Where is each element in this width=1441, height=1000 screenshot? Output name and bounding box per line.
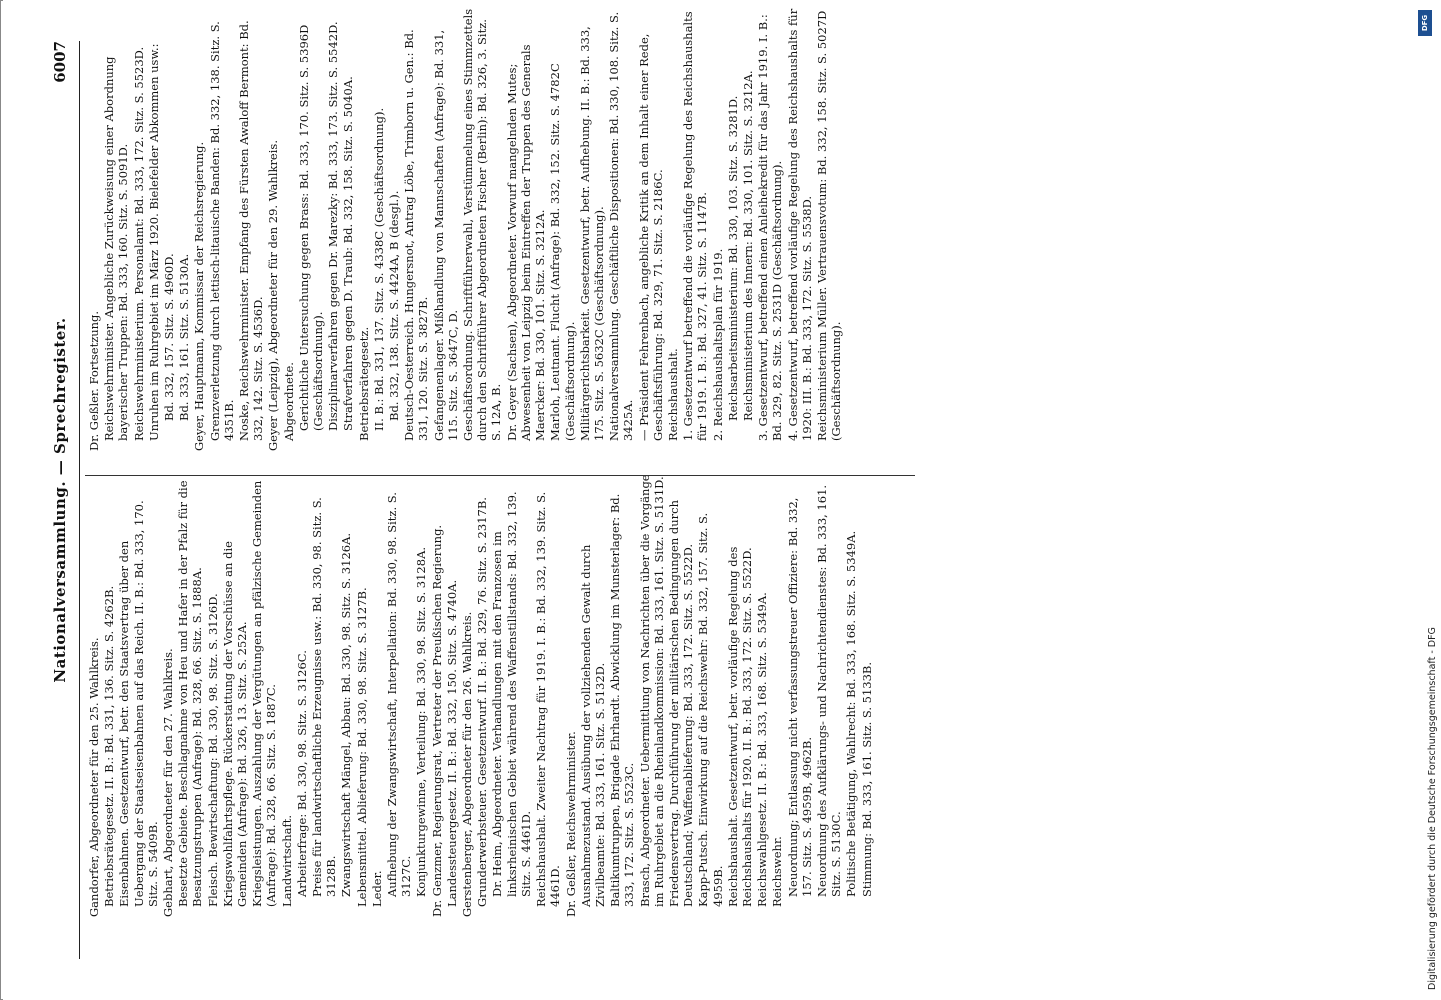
index-subentry: Gerichtliche Untersuchung gegen Brass: Bd. 333, 170. Sitz. S. 5396D (Geschäftsordnung). <box>296 24 326 431</box>
header-rule <box>79 41 80 959</box>
index-entry: Grunderwerbsteuer. Gesetzentwurf. II. B.: Bd. 329, 76. Sitz. S. 2317B. <box>475 497 490 907</box>
index-entry: Betriebsrätegesetz. II. B.: Bd. 331, 136. Sitz. S. 4262B. <box>102 585 117 907</box>
index-entry: Landessteuergesetz. II. B.: Bd. 332, 150. Sitz. S. 4740A. <box>444 579 459 907</box>
index-subentry: Arbeiterfrage: Bd. 330, 98. Sitz. S. 3126C. <box>294 650 309 897</box>
page-number: 6007 <box>51 41 69 83</box>
entry-heading: Geyer, Hauptmann, Kommissar der Reichsregierung. <box>192 141 207 451</box>
index-entry: Reichshaushalt. Gesetzentwurf, betr. vorläufige Regelung des Reichshaushalts für 1920. II. B.: Bd. 333, 172. Sitz. S. 5522D. <box>725 546 754 907</box>
index-subentry: Aufhebung der Zwangswirtschaft, Interpellation: Bd. 330, 98. Sitz. S. 3127C. <box>385 492 414 897</box>
index-entry: Marloh, Leutnant. Flucht (Anfrage): Bd. 332, 152. Sitz. S. 4782C (Geschäftsordnung). <box>548 63 577 441</box>
index-subentry: Reichsministerium des Innern: Bd. 330, 101. Sitz. S. 3212A. <box>740 70 755 421</box>
index-subentry: Dr. Heim, Abgeordneter. Verhandlungen mit den Franzosen im linksrheinischen Gebiet während des Waffenstillstands: Bd. 332, 139. Sitz. S. 4461D. <box>490 491 533 897</box>
index-subentry: Strafverfahren gegen D. Traub: Bd. 332, 158. Sitz. S. 5040A. <box>341 76 356 431</box>
index-subentry: Stimmung: Bd. 333, 161. Sitz. S. 5133B. <box>859 661 874 897</box>
digitization-note-text: Digitalisierung gefördert durch die Deutsche Forschungsgemeinschaft - DFG <box>1427 627 1438 990</box>
entry-heading: Gebhart, Abgeordneter für den 27. Wahlkreis. <box>161 648 176 917</box>
index-entry: 1. Gesetzentwurf betreffend die vorläufige Regelung des Reichshaushalts für 1919. I. B.: Bd. 327, 41. Sitz. S. 1147B. <box>681 11 710 441</box>
index-subentry: Bd. 332, 138. Sitz. S. 4424A, B (desgl.). <box>387 190 402 421</box>
index-entry: Lebensmittel. Ablieferung: Bd. 330, 98. Sitz. S. 3127B. <box>354 587 369 907</box>
index-entry: Reichswehr. <box>770 836 785 907</box>
index-entry: Dr. Geyer (Sachsen), Abgeordneter. Vorwurf mangelnden Mutes; Abwesenheit von Leipzig beim Eintreffen der Truppen des Generals Maercker: Bd. 330, 101. Sitz. S. 3212A. <box>504 44 548 441</box>
index-subentry: II. B.: Bd. 331, 137. Sitz. S. 4338C (Geschäftsordnung). <box>371 107 386 431</box>
index-entry: Reichswahlgesetz. II. B.: Bd. 333, 168. Sitz. S. 5349A. <box>755 592 770 907</box>
index-entry: Landwirtschaft. <box>279 814 294 907</box>
index-entry: Unruhen im Ruhrgebiet im März 1920. Bielefelder Abkommen usw.: <box>146 43 161 441</box>
index-entry: Brasch, Abgeordneter. Uebermittlung von Nachrichten über die Vorgänge im Ruhrgebiet an die Rheinlandkommission: Bd. 333, 161. Sitz. S. 5131D. <box>637 474 666 907</box>
index-entry: Besetzte Gebiete. Beschlagnahme von Heu und Hafer in der Pfalz für die Besatzungstruppen (Anfrage): Bd. 328, 66. Sitz. S. 1888A. <box>176 480 205 907</box>
index-entry: Militärgerichtsbarkeit. Gesetzentwurf, betr. Aufhebung. II. B.: Bd. 333, 175. Sitz. S. 5632C (Geschäftsordnung). <box>577 26 606 441</box>
index-entry: Leder. <box>369 870 384 907</box>
index-entry: Reichshaushalt. <box>665 348 680 441</box>
index-entry: Grenzverletzung durch lettisch-litauische Banden: Bd. 332, 138. Sitz. S. 4351B. <box>207 21 236 441</box>
index-entry: Gefangenenlager. Mißhandlung von Mannschaften (Anfrage): Bd. 331, 115. Sitz. S. 3647C, D. <box>431 29 460 441</box>
index-entry: Kriegsleistungen. Auszahlung der Vergütungen an pfälzische Gemeinden (Anfrage): Bd. 328, 66. Sitz. S. 1887C. <box>250 480 279 907</box>
index-entry: Deutsch-Oesterreich. Hungersnot, Antrag Löbe, Trimborn u. Gen.: Bd. 331, 120. Sitz. S. 3827B. <box>402 29 431 441</box>
index-subentry: Zwangswirtschaft Mängel, Abbau: Bd. 330, 98. Sitz. S. 3126A. <box>339 532 354 897</box>
column-divider <box>85 475 915 476</box>
index-entry: Abgeordnete. <box>281 362 296 441</box>
index-entry: Reichsministerium Müller. Vertrauensvotum: Bd. 332, 158. Sitz. S. 5027D (Geschäftsordnung). <box>814 10 844 441</box>
index-entry: 4. Gesetzentwurf, betreffend vorläufige Regelung des Reichshaushalts für 1920: III. B.: Bd. 333, 172. Sitz. S. 5538D. <box>785 8 814 441</box>
index-entry: Fleisch. Bewirtschaftung: Bd. 330, 98. Sitz. S. 3126D. <box>205 593 220 907</box>
digitization-note <box>1417 10 1438 990</box>
index-subentry: Bd. 333, 161. Sitz. S. 5130A. <box>177 253 192 421</box>
index-entry: Betriebsrätegesetz. <box>356 326 371 441</box>
index-entry: Noske, Reichswehrminister. Empfang des Fürsten Awaloff Bermont: Bd. 332, 142. Sitz. S. 4536D. <box>237 20 266 441</box>
index-subentry: Neuordnung; Entlassung nicht verfassungstreuer Offiziere: Bd. 332, 157. Sitz. S. 4959B, 4962B. <box>785 497 814 897</box>
index-subentry: Konjunkturgewinne, Verteilung: Bd. 330, 98. Sitz. S. 3128A. <box>414 546 429 897</box>
index-entry: Ausnahmezustand. Ausübung der vollziehenden Gewalt durch Zivilbeamte: Bd. 333, 161. Sitz. S. 5132D. <box>578 544 607 907</box>
index-subentry: Preise für landwirtschaftliche Erzeugnisse usw.: Bd. 330, 98. Sitz. S. 3128B. <box>310 497 339 897</box>
left-column <box>87 472 875 917</box>
index-entry: Baltikumtruppen, Brigade Ehrhardt. Abwicklung im Munsterlager: Bd. 333, 172. Sitz. S. 5523C. <box>608 493 637 907</box>
index-entry: Nationalversammlung. Geschäftliche Dispositionen: Bd. 330, 108. Sitz. S. 3425A. <box>607 11 636 441</box>
index-entry: Kapp-Putsch. Einwirkung auf die Reichswehr: Bd. 332, 157. Sitz. S. 4959B. <box>696 512 725 907</box>
index-entry: Reichshaushalt. Zweiter Nachtrag für 1919. I. B.: Bd. 332, 139. Sitz. S. 4461D. <box>534 491 563 907</box>
index-subentry: Bd. 332, 157. Sitz. S. 4960D. <box>162 253 177 421</box>
entry-heading: Dr. Geßler, Reichswehrminister. <box>563 731 578 917</box>
dfg-logo <box>1418 10 1432 36</box>
entry-heading: Dr. Genzmer, Regierungsrat, Vertreter der Preußischen Regierung. <box>429 524 444 917</box>
entry-heading: Geyer (Leipzig), Abgeordneter für den 29. Wahlkreis. <box>266 140 281 451</box>
rotated-page <box>1 1 1346 999</box>
running-title: Nationalversammlung. — Sprechregister. <box>51 317 69 683</box>
index-subentry: Neuordnung des Aufklärungs- und Nachrichtendienstes: Bd. 333, 161. Sitz. S. 5130C. <box>814 484 844 897</box>
index-entry: Kriegswohlfahrtspflege. Rückerstattung der Vorschüsse an die Gemeinden (Anfrage): Bd. 326, 13. Sitz. S. 252A. <box>220 541 250 907</box>
index-entry: 3. Gesetzentwurf, betreffend einen Anleihekredit für das Jahr 1919. I. B.: Bd. 329, 82. Sitz. S. 2531D (Geschäftsordnung). <box>756 14 785 441</box>
entry-heading: Gerstenberger, Abgeordneter für den 26. Wahlkreis. <box>460 611 475 917</box>
page-header <box>51 41 77 959</box>
continuation-heading: Dr. Geßler. Fortsetzung. <box>87 310 101 451</box>
index-entry: Eisenbahnen. Gesetzentwurf, betr. den Staatsvertrag über den Uebergang der Staatseisenbahnen auf das Reich. II. B.: Bd. 333, 170. Sitz. S. 5409B. <box>117 500 160 907</box>
right-column <box>87 6 844 451</box>
index-entry: Friedensvertrag. Durchführung der militärischen Bedingungen durch Deutschland; Waffenablieferung: Bd. 333, 172. Sitz. S. 5522D. <box>666 500 696 907</box>
index-entry: Reichswehrministerium. Personalamt: Bd. 333, 172. Sitz. S. 5523D. <box>131 46 146 441</box>
index-entry: — Präsident Fehrenbach, angebliche Kritik an dem Inhalt einer Rede, Geschäftsführung: Bd. 329, 71. Sitz. S. 2186C. <box>636 33 665 441</box>
index-subentry: Reichsarbeitsministerium: Bd. 330, 103. Sitz. S. 3281D. <box>725 95 740 421</box>
index-entry: Geschäftsordnung. Schriftführerwahl, Verstümmelung eines Stimmzettels durch den Schriftführer Abgeordneten Fischer (Berlin): Bd. 326, 3. Sitz. S. 12A, B. <box>461 8 504 441</box>
index-subentry: Disziplinarverfahren gegen Dr. Marezky: Bd. 333, 173. Sitz. S. 5542D. <box>326 21 341 431</box>
index-entry: Reichswehrminister. Angebliche Zurückweisung einer Abordnung bayerischer Truppen: Bd. 333, 160. Sitz. S. 5091D. <box>102 56 131 441</box>
index-entry: 2. Reichshaushaltsplan für 1919. <box>710 248 725 441</box>
entry-heading: Gandorfer, Abgeordneter für den 25. Wahlkreis. <box>87 637 101 917</box>
index-subentry: Politische Betätigung, Wahlrecht: Bd. 333, 168. Sitz. S. 5349A. <box>844 530 859 897</box>
dfg-logo-text: DFG <box>1421 14 1429 32</box>
